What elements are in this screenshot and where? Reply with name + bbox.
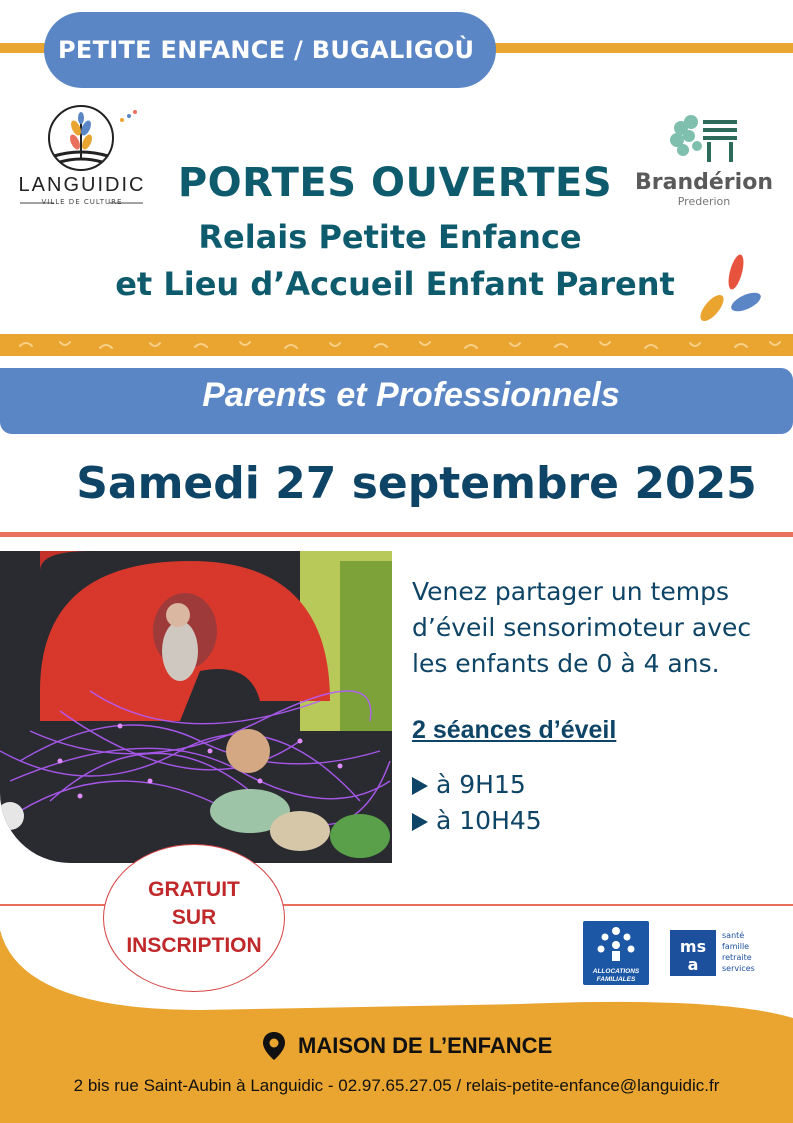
svg-text:FAMILIALES: FAMILIALES: [596, 976, 636, 983]
svg-text:famille: famille: [722, 942, 750, 951]
triangle-bullet-icon: [412, 813, 428, 831]
svg-text:ALLOCATIONS: ALLOCATIONS: [592, 968, 640, 975]
petals-decoration: [690, 250, 770, 330]
languidic-logo-subtitle: VILLE DE CULTURE: [41, 198, 123, 206]
svg-text:services: services: [722, 964, 755, 973]
sessions-title: 2 séances d’éveil: [412, 716, 617, 744]
audience-label: Parents et Professionnels: [202, 376, 620, 414]
location-name: MAISON DE L’ENFANCE: [298, 1033, 553, 1058]
contact-address: 2 bis rue Saint-Aubin à Languidic - 02.97.65.27.05 / relais-petite-enfance@languidic.fr: [73, 1076, 720, 1095]
description-line-3: les enfants de 0 à 4 ans.: [412, 649, 720, 678]
msa-logo: [670, 928, 773, 978]
languidic-logo-name: LANGUIDIC: [18, 174, 146, 196]
badge-line-2: SUR: [171, 906, 217, 929]
free-registration-badge: [103, 844, 285, 992]
svg-text:a: a: [687, 955, 699, 974]
branderion-logo-subtitle: Prederion: [677, 195, 731, 208]
branderion-logo-name: Brandérion: [635, 170, 773, 195]
triangle-bullet-icon: [412, 777, 428, 795]
svg-text:ms: ms: [679, 937, 707, 956]
event-date: Samedi 27 septembre 2025: [76, 458, 757, 509]
event-description: [412, 574, 782, 682]
svg-text:santé: santé: [722, 931, 745, 940]
description-line-2: d’éveil sensorimoteur avec: [412, 613, 752, 642]
page-title: PORTES OUVERTES: [177, 160, 613, 206]
badge-line-1: GRATUIT: [148, 878, 240, 901]
map-pin-icon: [262, 1031, 286, 1061]
svg-text:retraite: retraite: [722, 953, 752, 962]
date-divider: [0, 532, 793, 537]
decorative-band: [0, 334, 793, 356]
sensory-play-photo: [0, 551, 392, 863]
session-item: [412, 806, 542, 835]
subtitle-line-1: Relais Petite Enfance: [198, 218, 582, 256]
session-time: à 9H15: [436, 770, 526, 799]
subtitle-line-2: et Lieu d’Accueil Enfant Parent: [115, 265, 675, 303]
description-line-1: Venez partager un temps: [412, 577, 729, 606]
session-time: à 10H45: [436, 806, 542, 835]
caf-logo: [583, 921, 649, 985]
session-item: [412, 770, 526, 799]
location-title: [262, 1031, 552, 1061]
category-tag: PETITE ENFANCE / BUGALIGOÙ: [44, 12, 496, 88]
badge-line-3: INSCRIPTION: [126, 934, 262, 957]
